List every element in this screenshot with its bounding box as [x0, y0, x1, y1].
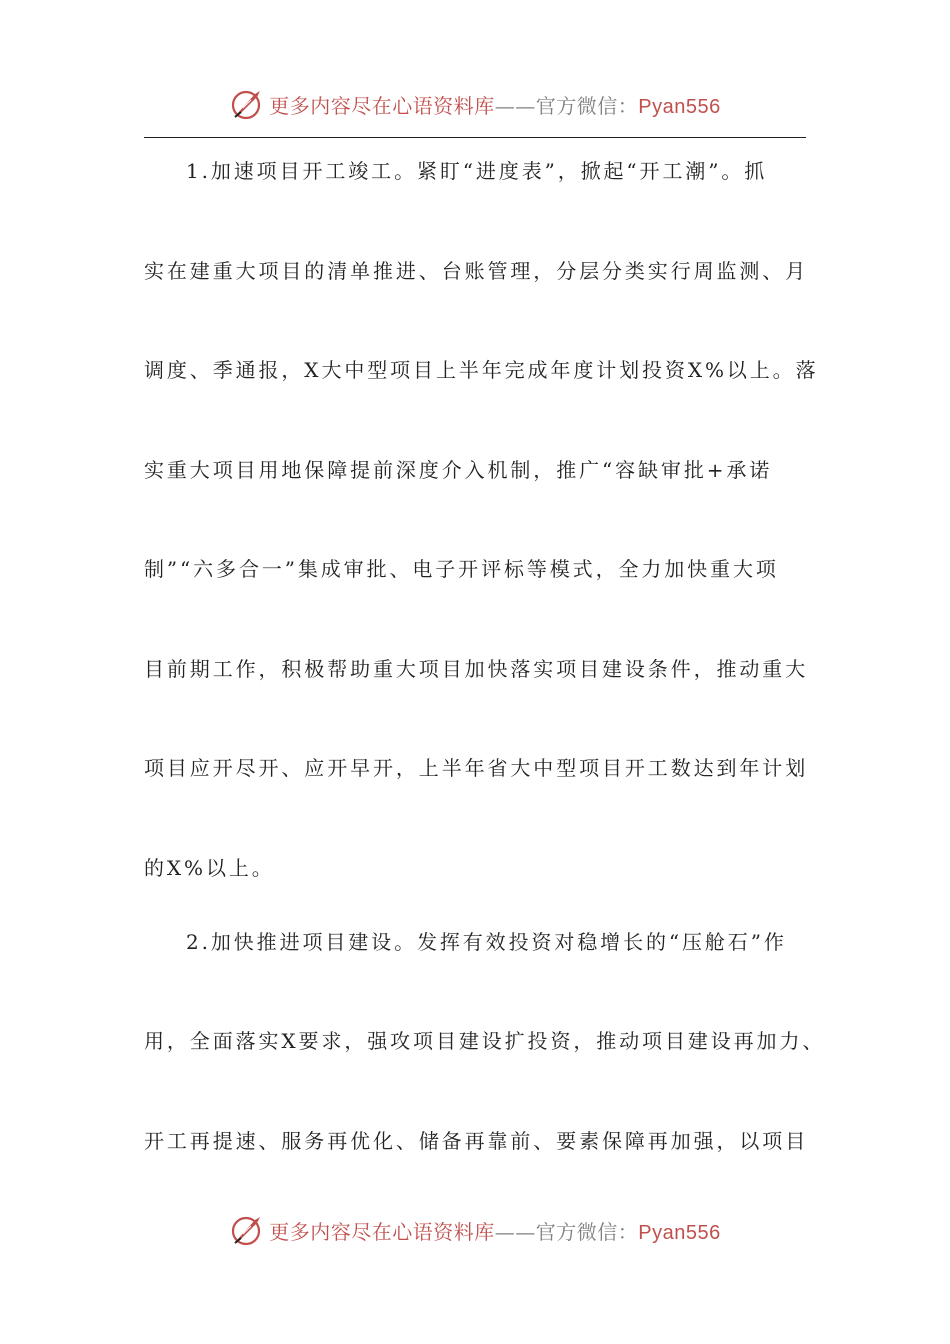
footer-banner-text: [269, 1216, 720, 1245]
quill-logo-icon: [229, 1212, 265, 1248]
banner-dash: ——: [494, 1219, 536, 1244]
contact-label: 官方微信：: [535, 93, 639, 118]
header-divider: [144, 137, 806, 138]
paragraph-line: 开工再提速、服务再优化、储备再靠前、要素保障再加强，以项目: [144, 1128, 809, 1153]
banner-dash: ——: [494, 93, 536, 118]
header-banner-text: [269, 90, 720, 119]
brand-text: 更多内容尽在心语资料库: [269, 93, 495, 118]
wechat-handle: Pyan556: [638, 1221, 721, 1244]
header-banner: [0, 82, 950, 126]
paragraph-line: 制”“六多合一”集成审批、电子开评标等模式，全力加快重大项: [144, 557, 779, 581]
paragraph-line: 1.加速项目开工竣工。紧盯“进度表”，掀起“开工潮”。抓: [186, 159, 768, 183]
paragraph-line: 实重大项目用地保障提前深度介入机制，推广“容缺审批+承诺: [144, 457, 773, 482]
footer-banner: [0, 1208, 950, 1252]
paragraph-line: 2.加快推进项目建设。发挥有效投资对稳增长的“压舱石”作: [186, 929, 787, 954]
quill-logo-icon: [229, 86, 265, 122]
paragraph-2: [144, 921, 826, 1220]
paragraph-line: 用，全面落实X要求，强攻项目建设扩投资，推动项目建设再加力、: [144, 1029, 826, 1053]
paragraph-line: 目前期工作，积极帮助重大项目加快落实项目建设条件，推动重大: [144, 656, 809, 681]
paragraph-line: 项目应开尽开、应开早开，上半年省大中型项目开工数达到年计划: [144, 756, 809, 780]
contact-label: 官方微信：: [535, 1219, 639, 1244]
paragraph-line: 调度、季通报，X大中型项目上半年完成年度计划投资X%以上。落: [144, 358, 819, 382]
brand-text: 更多内容尽在心语资料库: [269, 1219, 495, 1244]
paragraph-1: [144, 150, 819, 921]
paragraph-line: 实在建重大项目的清单推进、台账管理，分层分类实行周监测、月: [144, 258, 809, 283]
document-body: [144, 150, 826, 1219]
wechat-handle: Pyan556: [638, 95, 721, 118]
paragraph-line: 的X%以上。: [144, 855, 275, 880]
